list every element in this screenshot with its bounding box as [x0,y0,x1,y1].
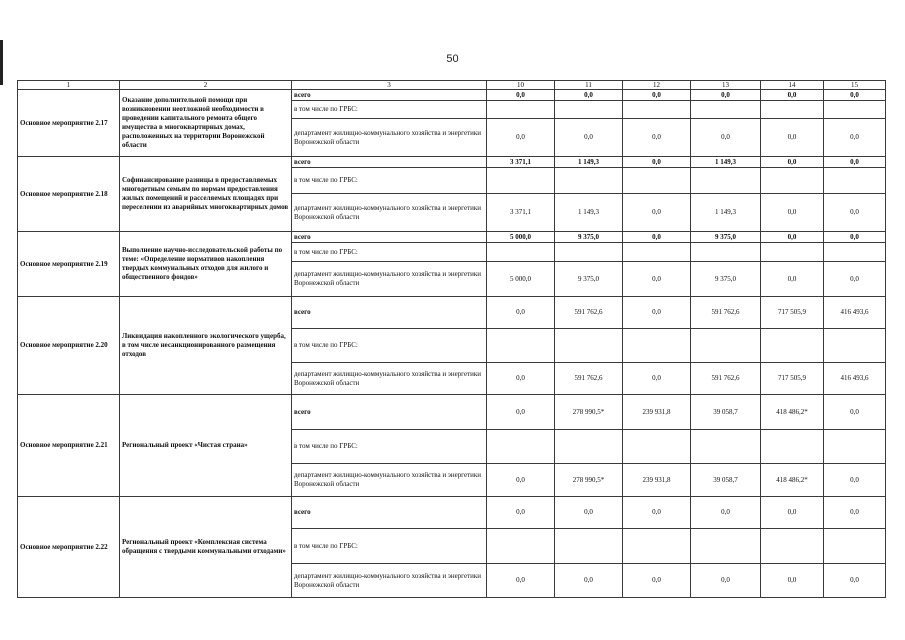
value-cell: 0,0 [555,564,623,598]
value-cell: 9 375,0 [691,232,761,243]
value-cell: 418 486,2* [761,464,824,497]
value-cell: 1 149,3 [555,194,623,232]
value-cell: 591 762,6 [555,363,623,395]
table-row [18,157,886,168]
value-cell: 0,0 [761,194,824,232]
value-cell: 0,0 [761,157,824,168]
value-cell: 0,0 [691,119,761,157]
column-header: 2 [120,81,292,90]
value-cell [691,430,761,464]
column-header: 10 [487,81,555,90]
value-cell: 0,0 [691,90,761,101]
value-cell [824,430,886,464]
value-cell: 0,0 [824,395,886,430]
value-cell [761,243,824,262]
value-cell: 0,0 [824,90,886,101]
value-cell [824,168,886,194]
value-cell: 39 058,7 [691,464,761,497]
value-cell: 0,0 [623,564,691,598]
value-cell: 591 762,6 [691,363,761,395]
value-cell [824,101,886,119]
value-cell [555,243,623,262]
column-header: 15 [824,81,886,90]
column-header: 11 [555,81,623,90]
value-cell [487,329,555,363]
value-cell: 0,0 [761,119,824,157]
value-cell: 9 375,0 [691,262,761,297]
value-cell [691,168,761,194]
value-cell: 0,0 [487,497,555,529]
value-cell: 0,0 [487,395,555,430]
value-cell [555,168,623,194]
column-header: 13 [691,81,761,90]
value-cell: 0,0 [761,497,824,529]
value-cell: 5 000,0 [487,232,555,243]
funding-source: всего [292,395,487,430]
value-cell [691,243,761,262]
value-cell [824,243,886,262]
value-cell [555,329,623,363]
funding-source: в том числе по ГРБС: [292,243,487,262]
budget-table [17,80,886,598]
funding-source: в том числе по ГРБС: [292,329,487,363]
value-cell: 0,0 [623,363,691,395]
value-cell: 278 990,5* [555,395,623,430]
value-cell: 3 371,1 [487,194,555,232]
value-cell: 0,0 [487,464,555,497]
value-cell: 0,0 [761,564,824,598]
measure-name: Ликвидация накопленного экологического ущерба, в том числе несанкционированного размещения отходов [120,297,292,395]
value-cell: 0,0 [555,119,623,157]
value-cell [691,101,761,119]
funding-source: в том числе по ГРБС: [292,168,487,194]
table-row [18,232,886,243]
funding-source: всего [292,157,487,168]
value-cell: 9 375,0 [555,232,623,243]
funding-source: в том числе по ГРБС: [292,101,487,119]
table-row [18,297,886,329]
measure-name: Оказание дополнительной помощи при возникновении неотложной необходимости в проведении капитального ремонта общего имущества в многоквартирных домах, расположенных на территории Воронежской области [120,90,292,157]
value-cell: 416 493,6 [824,297,886,329]
value-cell: 0,0 [623,157,691,168]
value-cell: 0,0 [555,497,623,529]
value-cell: 0,0 [487,363,555,395]
value-cell: 0,0 [623,194,691,232]
measure-name: Региональный проект «Чистая страна» [120,395,292,497]
value-cell [487,529,555,564]
value-cell: 0,0 [623,262,691,297]
funding-source: департамент жилищно-коммунального хозяйства и энергетики Воронежской области [292,564,487,598]
funding-source: департамент жилищно-коммунального хозяйства и энергетики Воронежской области [292,262,487,297]
value-cell: 278 990,5* [555,464,623,497]
value-cell: 0,0 [691,564,761,598]
measure-name: Выполнение научно-исследовательской работы по теме: «Определение нормативов накопления твердых коммунальных отходов для жилого и общественного фондов» [120,232,292,297]
value-cell: 3 371,1 [487,157,555,168]
funding-source: всего [292,90,487,101]
value-cell: 239 931,8 [623,395,691,430]
value-cell: 0,0 [555,90,623,101]
value-cell: 0,0 [824,464,886,497]
value-cell [487,243,555,262]
value-cell [623,101,691,119]
value-cell: 0,0 [824,564,886,598]
value-cell: 5 000,0 [487,262,555,297]
page-number: 50 [446,53,459,65]
value-cell: 0,0 [487,297,555,329]
value-cell: 1 149,3 [555,157,623,168]
measure-label: Основное мероприятие 2.17 [18,90,120,157]
value-cell: 0,0 [824,157,886,168]
value-cell: 0,0 [487,564,555,598]
value-cell: 0,0 [623,119,691,157]
table-row [18,497,886,529]
value-cell: 0,0 [824,194,886,232]
value-cell [824,329,886,363]
value-cell: 9 375,0 [555,262,623,297]
value-cell [623,168,691,194]
value-cell: 418 486,2* [761,395,824,430]
funding-source: департамент жилищно-коммунального хозяйства и энергетики Воронежской области [292,119,487,157]
value-cell: 0,0 [824,497,886,529]
value-cell: 717 505,9 [761,363,824,395]
value-cell: 0,0 [623,232,691,243]
value-cell: 0,0 [623,297,691,329]
value-cell: 0,0 [761,232,824,243]
funding-source: всего [292,232,487,243]
value-cell: 591 762,6 [555,297,623,329]
funding-source: департамент жилищно-коммунального хозяйства и энергетики Воронежской области [292,363,487,395]
value-cell [487,430,555,464]
funding-source: всего [292,497,487,529]
value-cell: 0,0 [487,119,555,157]
column-header: 14 [761,81,824,90]
value-cell: 0,0 [761,262,824,297]
value-cell: 591 762,6 [691,297,761,329]
value-cell [623,430,691,464]
value-cell [487,101,555,119]
value-cell [761,529,824,564]
funding-source: в том числе по ГРБС: [292,529,487,564]
measure-label: Основное мероприятие 2.19 [18,232,120,297]
value-cell: 0,0 [824,119,886,157]
header-row [18,81,886,90]
column-header: 12 [623,81,691,90]
column-header: 3 [292,81,487,90]
column-header: 1 [18,81,120,90]
measure-label: Основное мероприятие 2.21 [18,395,120,497]
funding-source: всего [292,297,487,329]
measure-label: Основное мероприятие 2.20 [18,297,120,395]
value-cell [824,529,886,564]
value-cell [761,430,824,464]
value-cell: 0,0 [623,497,691,529]
value-cell [691,529,761,564]
value-cell: 239 931,8 [623,464,691,497]
value-cell [555,430,623,464]
value-cell: 0,0 [691,497,761,529]
value-cell [555,529,623,564]
value-cell [761,168,824,194]
value-cell [761,101,824,119]
value-cell: 0,0 [761,90,824,101]
value-cell [487,168,555,194]
measure-name: Региональный проект «Комплексная система обращения с твердыми коммунальными отходами» [120,497,292,598]
funding-source: департамент жилищно-коммунального хозяйства и энергетики Воронежской области [292,194,487,232]
funding-source: департамент жилищно-коммунального хозяйства и энергетики Воронежской области [292,464,487,497]
table-row [18,395,886,430]
value-cell [761,329,824,363]
value-cell [623,529,691,564]
value-cell [555,101,623,119]
value-cell: 0,0 [824,232,886,243]
value-cell: 0,0 [487,90,555,101]
measure-label: Основное мероприятие 2.22 [18,497,120,598]
measure-name: Софинансирование разницы в предоставляемых многодетным семьям по нормам предоставления жилых помещений и расселяемых площадях при переселении из аварийных многоквартирных домов [120,157,292,232]
funding-source: в том числе по ГРБС: [292,430,487,464]
value-cell: 0,0 [824,262,886,297]
value-cell [623,243,691,262]
value-cell [623,329,691,363]
value-cell: 1 149,3 [691,157,761,168]
value-cell [691,329,761,363]
value-cell: 717 505,9 [761,297,824,329]
value-cell: 39 058,7 [691,395,761,430]
value-cell: 1 149,3 [691,194,761,232]
table-row [18,90,886,101]
value-cell: 0,0 [623,90,691,101]
measure-label: Основное мероприятие 2.18 [18,157,120,232]
value-cell: 416 493,6 [824,363,886,395]
